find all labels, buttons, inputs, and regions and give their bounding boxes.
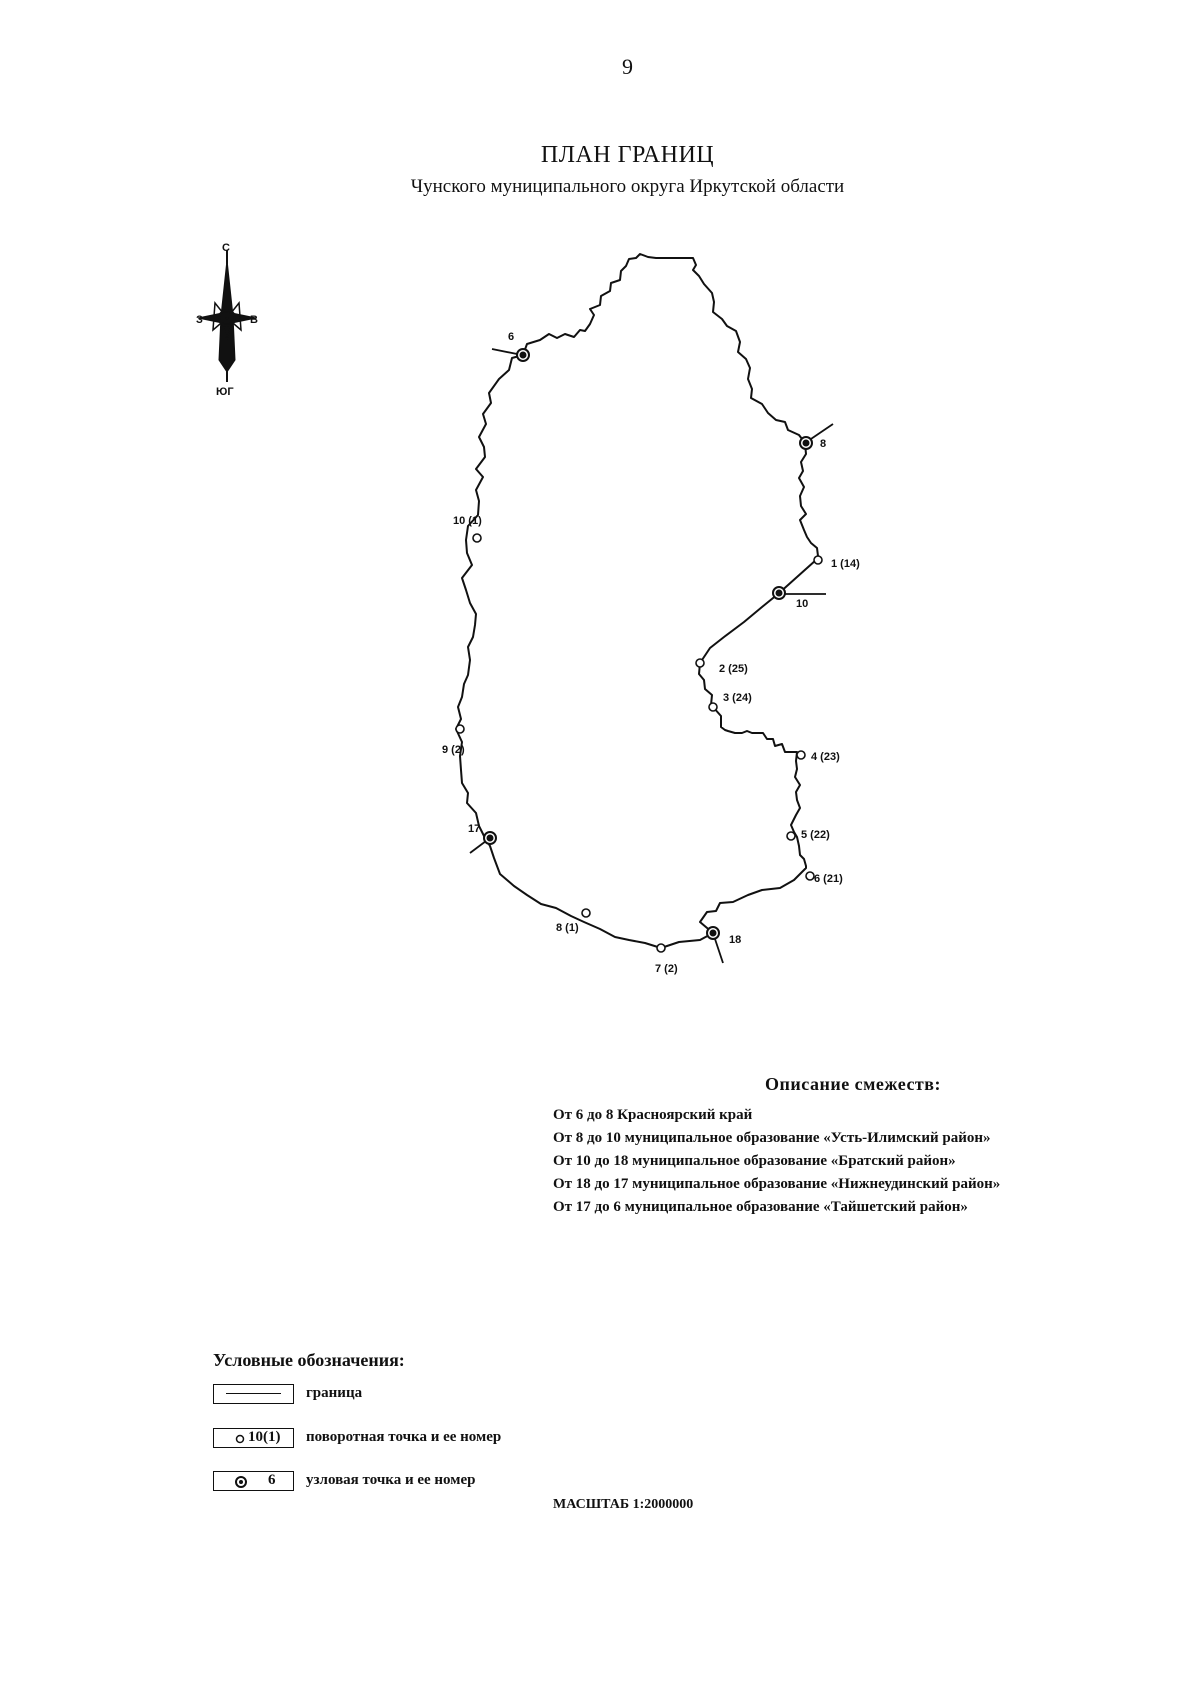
compass-south: ЮГ — [216, 386, 234, 398]
node-point — [517, 349, 529, 361]
legend-node-sample-text: 6 — [268, 1472, 276, 1488]
turn-point — [787, 832, 795, 840]
label-turn-5-22: 5 (22) — [801, 829, 830, 841]
label-turn-9-2: 9 (2) — [442, 744, 465, 756]
label-turn-8-1: 8 (1) — [556, 922, 579, 934]
legend-turn-sample-text: 10(1) — [248, 1429, 281, 1445]
node-point — [707, 927, 719, 939]
turn-point-icon — [234, 1433, 246, 1445]
legend-turn-sample — [213, 1428, 294, 1448]
compass-north: С — [222, 242, 230, 254]
label-node-8: 8 — [820, 438, 827, 450]
label-node-17: 17 — [468, 823, 481, 835]
map-subtitle: Чунского муниципального округа Иркутской области — [410, 176, 845, 197]
node-point — [800, 437, 812, 449]
turn-point — [709, 703, 717, 711]
label-turn-3-24: 3 (24) — [723, 692, 752, 704]
compass-rose-icon — [196, 242, 258, 398]
label-node-10: 10 — [796, 598, 809, 610]
district-boundary — [456, 254, 818, 948]
turn-point — [806, 872, 814, 880]
node-point — [773, 587, 785, 599]
label-turn-2-25: 2 (25) — [719, 663, 748, 675]
turn-point — [814, 556, 822, 564]
turn-point — [657, 944, 665, 952]
page-number: 9 — [622, 54, 633, 79]
node-point-icon — [234, 1475, 248, 1489]
legend-border-label: граница — [306, 1385, 363, 1401]
legend-title: Условные обозначения: — [213, 1350, 405, 1370]
map-title: ПЛАН ГРАНИЦ — [540, 142, 715, 168]
legend-node-label: узловая точка и ее номер — [306, 1472, 476, 1488]
node-point — [484, 832, 496, 844]
node-spurs — [470, 349, 833, 963]
adjacency-line: От 8 до 10 муниципальное образование «Усть-Илимский район» — [553, 1130, 991, 1146]
adjacency-title: Описание смежеств: — [765, 1074, 941, 1094]
label-turn-6-21: 6 (21) — [814, 873, 843, 885]
turn-point — [797, 751, 805, 759]
label-node-6: 6 — [508, 331, 515, 343]
turn-point — [696, 659, 704, 667]
compass-east: В — [250, 314, 258, 326]
label-turn-7-2: 7 (2) — [655, 963, 678, 975]
label-turn-1-14: 1 (14) — [831, 558, 860, 570]
label-turn-4-23: 4 (23) — [811, 751, 840, 763]
adjacency-line: От 10 до 18 муниципальное образование «Братский район» — [553, 1153, 956, 1169]
legend-node-sample — [213, 1471, 294, 1491]
turn-point — [456, 725, 464, 733]
label-node-18: 18 — [729, 934, 742, 946]
adjacency-line: От 18 до 17 муниципальное образование «Нижнеудинский район» — [553, 1176, 1001, 1192]
node-points — [484, 349, 812, 939]
adjacency-line: От 17 до 6 муниципальное образование «Тайшетский район» — [553, 1199, 968, 1215]
label-turn-10-1: 10 (1) — [453, 515, 482, 527]
turn-point — [473, 534, 481, 542]
adjacency-line: От 6 до 8 Красноярский край — [553, 1107, 753, 1123]
compass-west: З — [196, 314, 203, 326]
turn-point — [582, 909, 590, 917]
legend-turn-label: поворотная точка и ее номер — [306, 1429, 502, 1445]
legend-border-sample — [213, 1384, 294, 1404]
map-scale: МАСШТАБ 1:2000000 — [553, 1497, 694, 1512]
